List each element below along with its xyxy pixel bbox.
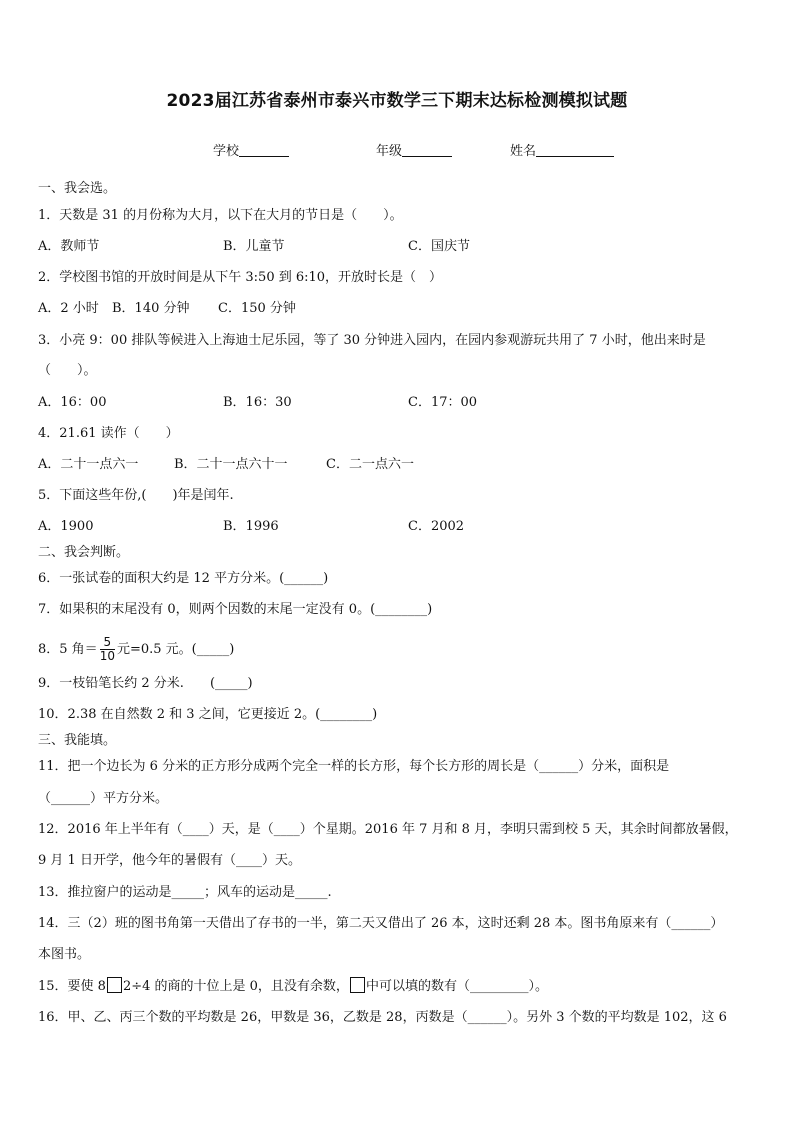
name-field[interactable]: [510, 140, 614, 159]
question-11-continued: （______）平方分米。: [38, 791, 169, 806]
q2-option-a[interactable]: A．2 小时: [38, 301, 99, 316]
q1-option-c[interactable]: C．国庆节: [408, 239, 470, 254]
question-9: 9．一枝铅笔长约 2 分米. (_____): [38, 676, 253, 691]
name-label: 姓名: [510, 144, 537, 159]
q15-suffix: 中可以填的数有（_________）。: [365, 979, 548, 994]
q15-digit-box-ref: [350, 977, 365, 993]
question-14-continued: 本图书。: [38, 947, 91, 962]
q4-option-a[interactable]: A．二十一点六一: [38, 457, 139, 472]
question-11: 11．把一个边长为 6 分米的正方形分成两个完全一样的长方形，每个长方形的周长是（______）分米，面积是: [38, 759, 670, 774]
q8-denominator: 10: [99, 649, 115, 663]
question-3-continued: （ ）。: [38, 363, 97, 378]
grade-label: 年级: [376, 144, 403, 159]
q15-digit-box[interactable]: [107, 977, 122, 993]
school-field[interactable]: [213, 140, 289, 159]
section-heading-judge: 二、我会判断。: [38, 545, 130, 560]
school-label: 学校: [213, 144, 240, 159]
question-15: [38, 977, 766, 996]
q3-option-c[interactable]: C．17：00: [408, 395, 478, 410]
section-heading-fill: 三、我能填。: [38, 733, 117, 748]
question-7: 7．如果积的末尾没有 0，则两个因数的末尾一定没有 0。(________): [38, 602, 433, 617]
page-title: 2023届江苏省泰州市泰兴市数学三下期末达标检测模拟试题: [166, 91, 628, 111]
q5-option-b[interactable]: B．1996: [223, 519, 279, 534]
q15-prefix: 15．要使 8: [38, 979, 106, 994]
q8-suffix: 元=0.5 元。(_____): [116, 642, 235, 657]
question-6: 6．一张试卷的面积大约是 12 平方分米。(______): [38, 571, 329, 586]
q3-option-b[interactable]: B．16：30: [223, 395, 292, 410]
q8-prefix: 8．5 角＝: [38, 642, 98, 657]
question-12-continued: 9 月 1 日开学，他今年的暑假有（____）天。: [38, 853, 301, 868]
question-14: 14．三（2）班的图书角第一天借出了存书的一半，第二天又借出了 26 本，这时还剩 28 本。图书角原来有（______）: [38, 916, 724, 931]
question-8: [38, 636, 766, 663]
q5-option-a[interactable]: A．1900: [38, 519, 94, 534]
q4-option-c[interactable]: C．二一点六一: [326, 457, 414, 472]
question-12: 12．2016 年上半年有（____）天，是（____）个星期。2016 年 7 月和 8 月，李明只需到校 5 天，其余时间都放暑假，: [38, 822, 738, 837]
q4-option-b[interactable]: B．二十一点六十一: [174, 457, 288, 472]
q2-option-c[interactable]: C．150 分钟: [218, 301, 296, 316]
question-1: 1．天数是 31 的月份称为大月，以下在大月的节日是（ ）。: [38, 208, 403, 223]
q5-option-c[interactable]: C．2002: [408, 519, 465, 534]
section-heading-choose: 一、我会选。: [38, 181, 117, 196]
question-3: 3．小亮 9：00 排队等候进入上海迪士尼乐园，等了 30 分钟进入园内，在园内参观游玩共用了 7 小时，他出来时是: [38, 333, 706, 348]
question-2: 2．学校图书馆的开放时间是从下午 3:50 到 6:10，开放时长是（ ）: [38, 270, 443, 285]
q1-option-a[interactable]: A．教师节: [38, 239, 100, 254]
q8-fraction: [100, 636, 115, 663]
grade-field[interactable]: [376, 140, 452, 159]
q2-option-b[interactable]: B．140 分钟: [112, 301, 190, 316]
question-10: 10．2.38 在自然数 2 和 3 之间，它更接近 2。(________): [38, 707, 378, 722]
q3-option-a[interactable]: A．16：00: [38, 395, 107, 410]
q15-middle: 2÷4 的商的十位上是 0，且没有余数，: [122, 979, 349, 994]
question-5: 5．下面这些年份,( )年是闰年.: [38, 488, 234, 503]
question-13: 13．推拉窗户的运动是_____；风车的运动是_____.: [38, 885, 332, 900]
question-16: 16．甲、乙、丙三个数的平均数是 26，甲数是 36，乙数是 28，丙数是（______）。另外 3 个数的平均数是 102，这 6: [38, 1010, 727, 1025]
q1-option-b[interactable]: B．儿童节: [223, 239, 285, 254]
q8-numerator: 5: [100, 636, 115, 650]
question-4: 4．21.61 读作（ ）: [38, 426, 179, 441]
